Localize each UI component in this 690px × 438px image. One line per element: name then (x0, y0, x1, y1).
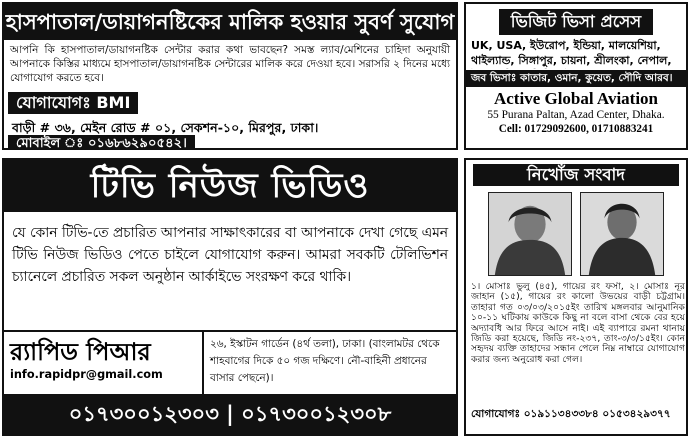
visa-ad-cell: Cell: 01729092600, 01710883241 (498, 123, 654, 135)
tv-ad-address: ২৬, ইস্কাটন গার্ডেন (৪র্থ তলা), ঢাকা। (বাংলামটর থেকে শাহবাগের দিকে ৫০ গজ দক্ষিণে। নৌ-বাহিনী প্রধানের বাসার পেছনে)। (210, 338, 440, 384)
hospital-ad-body: আপনি কি হাসপাতাল/ডায়াগনষ্টিক সেন্টার করার কথা ভাবছেন? সমস্ত ল্যাব/মেশিনের চাহিদা অনুযায়ী আপনাকে কিস্তির মাধ্যমে হাসপাতাল/ডায়াগনষ্টিক সেন্টারের মালিক করে দেওয়া হবে। সরাসরি ২ দিনের মধ্যে যোগাযোগ করতে হবে। (10, 44, 450, 84)
missing-photo-2 (580, 192, 664, 276)
tv-ad-email[interactable]: info.rapidpr@gmail.com (10, 368, 163, 381)
tv-ad (2, 158, 458, 436)
tv-ad-body: যে কোন টিভি-তে প্রচারিত আপনার সাক্ষাৎকারের বা আপনাকে দেখা গেছে এমন টিভি নিউজ ভিডিও পেতে চাইলে যোগাযোগ করুন। আমরা সবকটি টেলিভিশন চ্যানেলে প্রচারিত সকল অনুষ্ঠান আর্কাইভে সংরক্ষণ করে থাকি। (12, 225, 448, 285)
missing-ad-headline: নিখোঁজ সংবাদ (473, 164, 679, 186)
missing-ad-body: ১। মোসাঃ ভুলু (৪৫), গায়ের রং ফর্সা, ২। মোসাঃ নূর জাহান (১৫), গায়ের রং কালো উভয়ের বাড়ী চট্টগ্রাম। তাহারা গত ০৩/০৩/২০১৫ইং তারিখ মঙ্গলবার আনুমানিক ১০-১১ ঘটিকায় কাউকে কিছু না বলে বাসা থেকে বের হয়ে অদ্যাবধি আর ফিরে আসে নাই। এই ব্যাপারে রমনা থানায় জিডি করা হয়েছে, জিডি নং-২৩৭, তাং-৩/৩/১৫ইং। কোন সহৃদয় ব্যক্তি তাহাদের সন্ধান পেলে নিম্ন নাম্বারে যোগাযোগ করার জন্য অনুরোধ করা গেল। (471, 282, 685, 365)
hospital-ad-contact-label: যোগাযোগঃ BMI (8, 92, 138, 114)
visa-ad-address: 55 Purana Paltan, Azad Center, Dhaka. (487, 109, 665, 121)
tv-ad-headline: টিভি নিউজ ভিডিও (4, 160, 456, 212)
tv-ad-phones: ০১৭৩০০১২৩০৩ | ০১৭৩০০১২৩০৮ (4, 394, 456, 434)
visa-ad-jobs: জব ভিসাঃ কাতার, ওমান, কুয়েত, সৌদি আরব। (466, 70, 686, 87)
missing-ad (464, 158, 688, 436)
visa-ad-countries: UK, USA, ইউরোপ, ইন্ডিয়া, মালয়েশিয়া, থাইল্যান্ড, সিঙ্গাপুর, চায়না, শ্রীলংকা, নেপাল, (471, 39, 672, 67)
visa-ad-headline: ভিজিট ভিসা প্রসেস (499, 9, 653, 35)
visa-ad (464, 2, 688, 150)
tv-ad-contact-row (4, 330, 456, 394)
tv-ad-company-block (4, 332, 204, 394)
tv-ad-company: র‌্যাপিড পিআর (10, 338, 151, 366)
hospital-ad (2, 2, 458, 150)
missing-ad-contact: যোগাযোগঃ ০১৯১১৩৪৩৩৮৪ ০১৫৩৪২৯৩৭৭ (471, 408, 671, 420)
visa-ad-company: Active Global Aviation (493, 89, 658, 108)
hospital-ad-mobile: মোবাইল ঃ ০১৬৮৬২৯০৫৪২। (8, 135, 195, 150)
hospital-ad-address: বাড়ী # ৩৬, মেইন রোড # ০১, সেকশন-১০, মিরপুর, ঢাকা। (12, 120, 319, 135)
hospital-ad-headline: হাসপাতাল/ডায়াগনষ্টিকের মালিক হওয়ার সুবর্ণ সুযোগ (4, 4, 456, 40)
missing-photo-1 (488, 192, 572, 276)
